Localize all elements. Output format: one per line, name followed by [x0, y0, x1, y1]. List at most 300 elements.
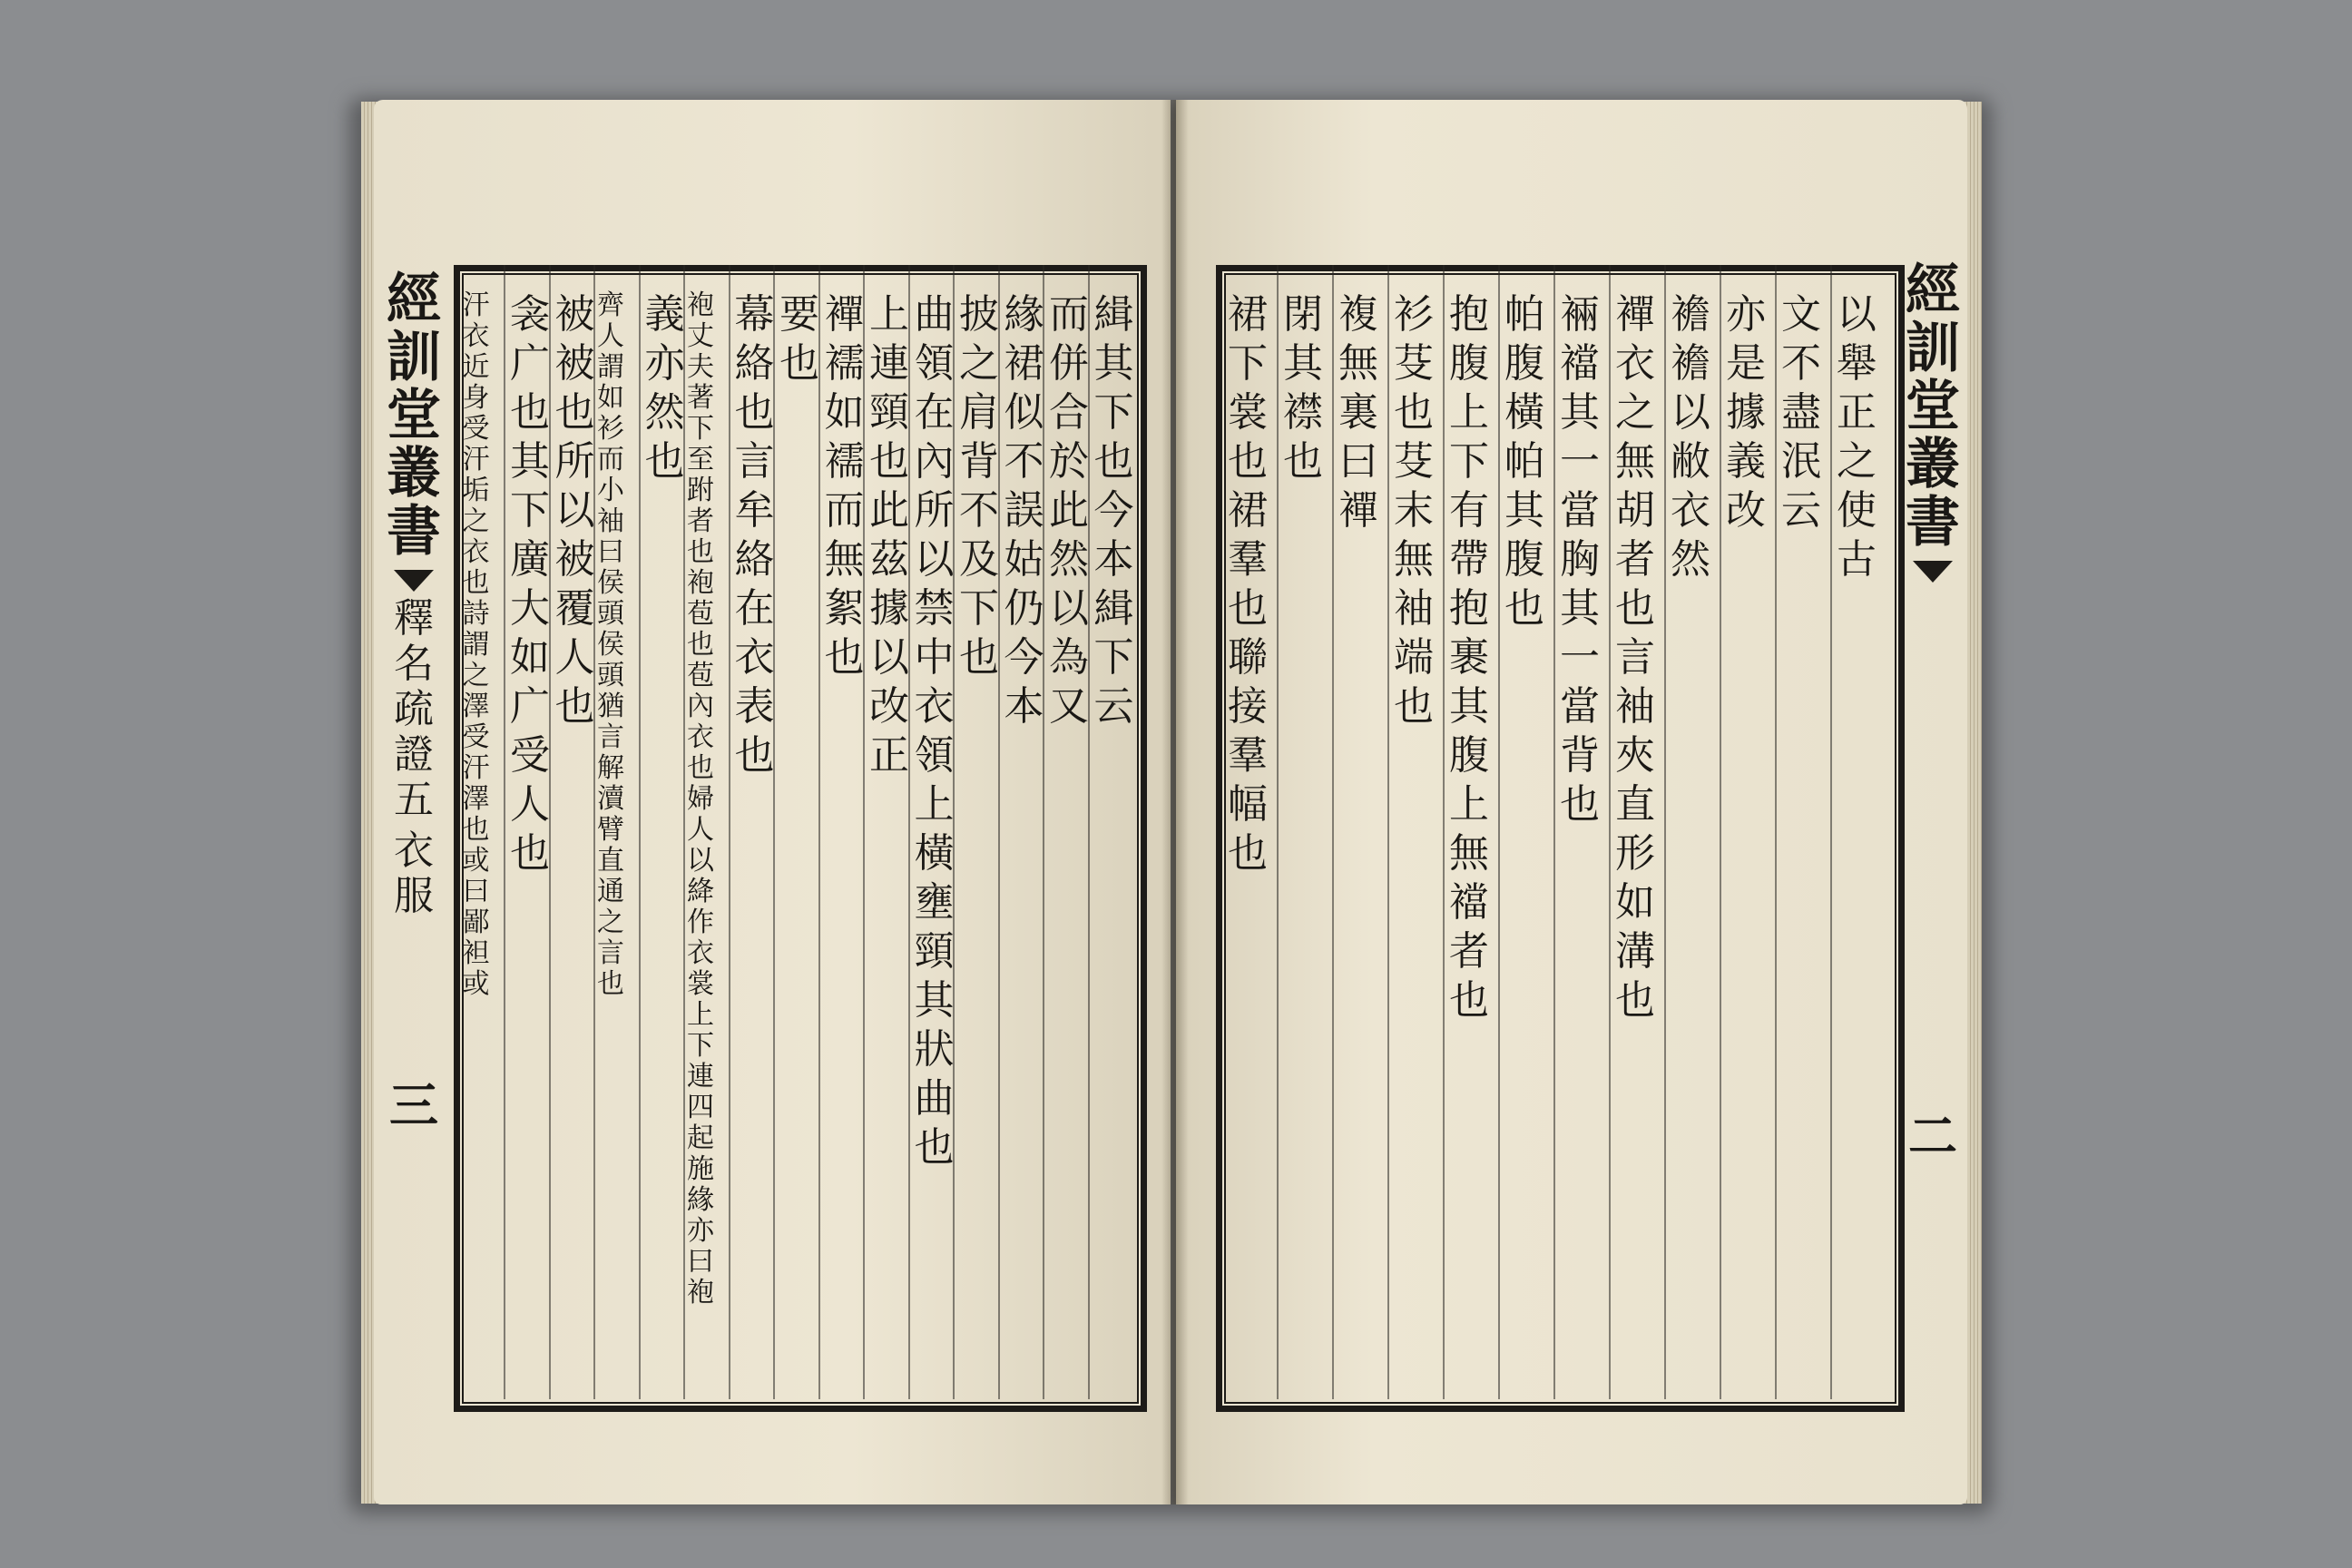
- text-char: 猶: [597, 691, 624, 722]
- text-char: 也: [734, 389, 775, 436]
- text-char: 無: [1615, 438, 1655, 485]
- text-column: [1389, 290, 1438, 731]
- text-char: 襟: [1283, 389, 1323, 436]
- text-char: 芟: [1394, 340, 1434, 387]
- text-char: 而: [824, 487, 865, 534]
- text-char: 袖: [1615, 683, 1655, 730]
- text-char: 云: [1093, 683, 1134, 730]
- text-char: 帕: [1504, 291, 1544, 338]
- text-column: [1445, 290, 1494, 1025]
- text-char: 婦: [687, 783, 714, 815]
- text-char: 亦: [644, 340, 685, 387]
- text-char: 一: [1560, 634, 1600, 681]
- text-char: 衣: [1671, 487, 1710, 534]
- text-char: 狀: [914, 1026, 955, 1073]
- text-char: 所: [554, 438, 595, 485]
- title-char: 訓: [387, 326, 441, 389]
- text-char: 橫: [914, 830, 955, 877]
- text-char: 也: [1560, 781, 1600, 828]
- text-char: 袖: [1394, 585, 1434, 632]
- column-rule: [1387, 265, 1389, 1399]
- text-char: 曰: [462, 876, 490, 907]
- text-column: [1666, 290, 1715, 584]
- text-char: 襌: [1615, 291, 1655, 338]
- text-char: 而: [1049, 291, 1089, 338]
- text-char: 及: [959, 536, 999, 583]
- text-char: 上: [687, 999, 714, 1031]
- text-char: 頭: [597, 660, 624, 691]
- text-char: 接: [1228, 683, 1268, 730]
- title-char: 經: [1906, 259, 1960, 322]
- text-char: 內: [914, 438, 955, 485]
- text-column: [865, 290, 914, 780]
- text-char: 義: [644, 291, 685, 338]
- text-char: 下: [687, 413, 714, 445]
- text-char: 牟: [734, 487, 775, 534]
- text-char: 侯: [597, 567, 624, 599]
- text-char: 帶: [1449, 536, 1489, 583]
- text-char: 人: [687, 814, 714, 846]
- text-char: 作: [687, 906, 714, 938]
- text-char: 又: [1049, 683, 1089, 730]
- text-char: 連: [687, 1061, 714, 1093]
- text-char: 也: [1228, 438, 1268, 485]
- text-char: 其: [1093, 340, 1134, 387]
- text-char: 也: [1283, 438, 1323, 485]
- text-char: 曰: [1338, 438, 1378, 485]
- text-char: 抱: [1449, 585, 1489, 632]
- text-char: 裙: [1228, 487, 1268, 534]
- text-char: 瀆: [597, 783, 624, 815]
- text-char: 以: [1049, 585, 1089, 632]
- text-char: 夾: [1615, 732, 1655, 779]
- text-char: 所: [914, 487, 955, 534]
- text-char: 壅: [914, 879, 955, 926]
- text-char: 曲: [914, 1075, 955, 1122]
- text-char: 也: [644, 438, 685, 485]
- text-char: 正: [1837, 389, 1877, 436]
- text-char: 齊: [597, 289, 624, 321]
- text-char: 腹: [1449, 340, 1489, 387]
- text-char: 也: [824, 634, 865, 681]
- text-char: 腹: [1504, 536, 1544, 583]
- text-char: 上: [914, 781, 955, 828]
- text-char: 一: [1560, 438, 1600, 485]
- right-series-title: [1906, 259, 1960, 554]
- text-column: [461, 290, 492, 1000]
- text-char: 合: [1049, 389, 1089, 436]
- text-column: [1090, 290, 1139, 731]
- text-char: 姑: [1004, 536, 1044, 583]
- text-char: 也: [1228, 585, 1268, 632]
- text-char: 緝: [1093, 585, 1134, 632]
- text-char: 直: [597, 845, 624, 877]
- text-column: [955, 290, 1004, 682]
- text-char: 閉: [1283, 291, 1323, 338]
- text-char: 正: [869, 732, 909, 779]
- column-rule: [1720, 265, 1721, 1399]
- text-char: 領: [914, 732, 955, 779]
- text-char: 上: [869, 291, 909, 338]
- text-char: 有: [1449, 487, 1489, 534]
- text-column: [1721, 290, 1770, 535]
- text-char: 受: [510, 732, 550, 779]
- text-char: 內: [687, 691, 714, 722]
- column-rule: [1443, 265, 1445, 1399]
- right-page-number: 二: [1908, 1107, 1957, 1165]
- text-char: 裙: [1004, 340, 1044, 387]
- text-char: 無: [1394, 536, 1434, 583]
- text-char: 如: [597, 382, 624, 414]
- text-char: 之: [462, 505, 490, 537]
- text-char: 以: [1837, 291, 1877, 338]
- text-char: 緣: [687, 1184, 714, 1216]
- text-column: [1000, 290, 1049, 731]
- text-char: 丈: [687, 320, 714, 352]
- title-char: 書: [1906, 491, 1960, 554]
- text-char: 誤: [1004, 487, 1044, 534]
- text-char: 受: [462, 413, 490, 445]
- text-char: 衾: [510, 291, 550, 338]
- text-char: 下: [687, 1030, 714, 1062]
- text-char: 改: [1726, 487, 1766, 534]
- text-char: 夫: [687, 351, 714, 383]
- text-char: 言: [597, 721, 624, 753]
- title-char: 衣: [394, 828, 434, 874]
- text-char: 亦: [1726, 291, 1766, 338]
- text-char: 其: [1560, 585, 1600, 632]
- text-char: 上: [1449, 389, 1489, 436]
- text-char: 广: [510, 340, 550, 387]
- text-column: [910, 290, 959, 1172]
- text-char: 頸: [869, 389, 909, 436]
- column-rule: [639, 265, 641, 1399]
- text-char: 帕: [1504, 438, 1544, 485]
- text-char: 披: [959, 291, 999, 338]
- text-char: 下: [959, 585, 999, 632]
- text-column: [820, 290, 869, 682]
- text-char: 頸: [914, 928, 955, 975]
- text-char: 以: [687, 845, 714, 877]
- text-char: 襠: [1560, 340, 1600, 387]
- text-char: 汗: [462, 289, 490, 321]
- title-char: 堂: [1906, 375, 1960, 438]
- text-char: 橫: [1504, 389, 1544, 436]
- text-char: 襦: [824, 438, 865, 485]
- text-char: 澤: [462, 691, 490, 722]
- text-char: 袖: [597, 505, 624, 537]
- column-rule: [1609, 265, 1611, 1399]
- text-char: 本: [1004, 683, 1044, 730]
- title-char: 書: [387, 500, 441, 564]
- text-char: 當: [1560, 683, 1600, 730]
- text-column: [1044, 290, 1093, 731]
- text-char: 云: [1781, 487, 1821, 534]
- column-rule: [1664, 265, 1666, 1399]
- text-column: [1334, 290, 1383, 535]
- text-char: 直: [1615, 781, 1655, 828]
- text-char: 衣: [734, 634, 775, 681]
- text-char: 無: [1338, 340, 1378, 387]
- text-char: 裳: [687, 968, 714, 1000]
- text-char: 下: [510, 487, 550, 534]
- text-char: 要: [779, 291, 819, 338]
- text-char: 也: [510, 389, 550, 436]
- left-book-title: [394, 595, 434, 826]
- text-char: 裹: [1449, 634, 1489, 681]
- text-char: 下: [1449, 438, 1489, 485]
- text-char: 抱: [1449, 291, 1489, 338]
- text-char: 也: [734, 732, 775, 779]
- text-char: 之: [462, 660, 490, 691]
- text-char: 無: [824, 536, 865, 583]
- text-char: 近: [462, 351, 490, 383]
- text-column: [1555, 290, 1604, 829]
- text-char: 謂: [462, 629, 490, 661]
- text-char: 也: [1228, 830, 1268, 877]
- text-char: 也: [779, 340, 819, 387]
- column-rule: [1332, 265, 1334, 1399]
- text-char: 其: [510, 438, 550, 485]
- text-char: 如: [510, 634, 550, 681]
- text-char: 其: [1449, 683, 1489, 730]
- text-char: 广: [510, 683, 550, 730]
- text-char: 如: [824, 389, 865, 436]
- text-char: 裏: [1338, 389, 1378, 436]
- text-char: 絡: [734, 340, 775, 387]
- text-char: 如: [1615, 879, 1655, 926]
- text-char: 者: [1449, 928, 1489, 975]
- text-column: [1279, 290, 1328, 486]
- column-rule: [1775, 265, 1777, 1399]
- text-char: 或: [462, 845, 490, 877]
- text-char: 絮: [824, 585, 865, 632]
- column-rule: [1830, 265, 1832, 1399]
- left-section-name: [394, 828, 434, 922]
- title-char: 名: [394, 641, 434, 687]
- text-char: 襌: [824, 291, 865, 338]
- title-char: 叢: [387, 442, 441, 505]
- text-char: 被: [554, 291, 595, 338]
- text-char: 下: [1093, 389, 1134, 436]
- title-char: 釋: [394, 595, 434, 642]
- text-char: 曰: [597, 536, 624, 568]
- text-char: 下: [1093, 634, 1134, 681]
- text-char: 苞: [687, 660, 714, 691]
- text-char: 之: [597, 906, 624, 938]
- text-char: 亦: [687, 1215, 714, 1247]
- text-char: 曰: [687, 1246, 714, 1278]
- text-char: 也: [554, 683, 595, 730]
- text-char: 也: [687, 536, 714, 568]
- text-char: 其: [1283, 340, 1323, 387]
- text-char: 也: [914, 1124, 955, 1171]
- text-char: 而: [597, 444, 624, 475]
- title-char: 堂: [387, 384, 441, 447]
- text-char: 端: [1394, 634, 1434, 681]
- text-char: 不: [1004, 438, 1044, 485]
- text-char: 也: [462, 814, 490, 846]
- column-rule: [504, 265, 505, 1399]
- title-char: 叢: [1906, 433, 1960, 496]
- column-rule: [1277, 265, 1279, 1399]
- text-char: 被: [554, 340, 595, 387]
- text-column: [685, 290, 716, 1308]
- text-char: 襠: [1449, 879, 1489, 926]
- fishtail-mark: [394, 570, 434, 592]
- text-char: 或: [462, 968, 490, 1000]
- column-rule: [1498, 265, 1500, 1399]
- text-char: 澤: [462, 783, 490, 815]
- text-char: 今: [1093, 487, 1134, 534]
- text-char: 也: [1615, 977, 1655, 1024]
- text-char: 不: [1781, 340, 1821, 387]
- text-char: 之: [1837, 438, 1877, 485]
- text-column: [505, 290, 554, 878]
- text-char: 其: [1504, 487, 1544, 534]
- text-char: 身: [462, 382, 490, 414]
- text-char: 鄙: [462, 906, 490, 938]
- text-char: 襜: [1671, 291, 1710, 338]
- text-char: 之: [1615, 389, 1655, 436]
- text-char: 至: [687, 444, 714, 475]
- text-char: 也: [687, 752, 714, 784]
- text-column: [1611, 290, 1660, 1025]
- text-char: 詩: [462, 598, 490, 630]
- text-char: 也: [1504, 585, 1544, 632]
- text-column: [730, 290, 779, 780]
- text-char: 併: [1049, 340, 1089, 387]
- right-margin-heading: [1896, 259, 1969, 1168]
- text-char: 本: [1093, 536, 1134, 583]
- text-char: 也: [1394, 683, 1434, 730]
- text-char: 覆: [554, 585, 595, 632]
- text-char: 也: [462, 567, 490, 599]
- text-char: 施: [687, 1153, 714, 1185]
- text-char: 衣: [1615, 340, 1655, 387]
- title-char: 服: [394, 873, 434, 919]
- text-char: 衫: [597, 413, 624, 445]
- text-char: 背: [1560, 732, 1600, 779]
- text-char: 絡: [734, 536, 775, 583]
- text-char: 盡: [1781, 389, 1821, 436]
- title-char: 疏: [394, 686, 434, 732]
- text-char: 汗: [462, 444, 490, 475]
- text-char: 言: [1615, 634, 1655, 681]
- title-char: 五: [394, 777, 434, 823]
- left-margin-heading: [374, 268, 454, 1137]
- text-char: 溝: [1615, 928, 1655, 975]
- left-page-number: 三: [389, 1076, 438, 1134]
- text-char: 之: [959, 340, 999, 387]
- text-char: 然: [1049, 536, 1089, 583]
- text-char: 也: [1449, 977, 1489, 1024]
- text-char: 也: [1394, 389, 1434, 436]
- text-char: 衫: [1394, 291, 1434, 338]
- text-char: 腹: [1504, 340, 1544, 387]
- text-char: 起: [687, 1122, 714, 1154]
- text-column: [1223, 290, 1272, 878]
- text-char: 似: [1004, 389, 1044, 436]
- title-char: 經: [387, 268, 441, 331]
- left-series-title: [387, 268, 441, 564]
- text-char: 其: [914, 977, 955, 1024]
- text-char: 上: [1449, 781, 1489, 828]
- text-column: [775, 290, 824, 388]
- text-char: 謂: [597, 351, 624, 383]
- text-char: 絳: [687, 876, 714, 907]
- column-rule: [729, 265, 730, 1399]
- text-char: 文: [1781, 291, 1821, 338]
- text-char: 胡: [1615, 487, 1655, 534]
- text-char: 者: [687, 505, 714, 537]
- text-char: 末: [1394, 487, 1434, 534]
- text-char: 也: [1615, 585, 1655, 632]
- text-char: 泯: [1781, 438, 1821, 485]
- text-char: 使: [1837, 487, 1877, 534]
- text-char: 舉: [1837, 340, 1877, 387]
- text-char: 以: [554, 487, 595, 534]
- text-char: 今: [1004, 634, 1044, 681]
- text-char: 胸: [1560, 536, 1600, 583]
- text-char: 也: [869, 438, 909, 485]
- text-char: 襦: [824, 340, 865, 387]
- text-char: 侯: [597, 629, 624, 661]
- text-char: 是: [1726, 340, 1766, 387]
- text-char: 袍: [687, 1277, 714, 1308]
- column-rule: [818, 265, 820, 1399]
- text-char: 無: [1449, 830, 1489, 877]
- text-char: 垢: [462, 475, 490, 506]
- text-column: [1500, 290, 1549, 633]
- text-char: 幕: [734, 291, 775, 338]
- text-char: 此: [869, 487, 909, 534]
- text-char: 衣: [462, 536, 490, 568]
- text-char: 羣: [1228, 536, 1268, 583]
- text-char: 連: [869, 340, 909, 387]
- text-char: 裙: [1228, 291, 1268, 338]
- text-char: 古: [1837, 536, 1877, 583]
- text-char: 汗: [462, 752, 490, 784]
- text-char: 也: [959, 634, 999, 681]
- text-char: 禁: [914, 585, 955, 632]
- text-char: 茲: [869, 536, 909, 583]
- text-char: 頭: [597, 598, 624, 630]
- title-char: 證: [394, 731, 434, 778]
- text-char: 人: [510, 781, 550, 828]
- text-char: 大: [510, 585, 550, 632]
- text-char: 當: [1560, 487, 1600, 534]
- text-char: 人: [554, 634, 595, 681]
- text-char: 裲: [1560, 291, 1600, 338]
- text-char: 芟: [1394, 438, 1434, 485]
- text-char: 以: [869, 634, 909, 681]
- column-rule: [1553, 265, 1555, 1399]
- text-char: 衣: [687, 721, 714, 753]
- text-char: 腹: [1449, 732, 1489, 779]
- text-char: 袒: [462, 937, 490, 969]
- text-char: 小: [597, 475, 624, 506]
- text-char: 衣: [914, 683, 955, 730]
- text-column: [1832, 290, 1881, 584]
- text-char: 敝: [1671, 438, 1710, 485]
- text-char: 背: [959, 438, 999, 485]
- text-char: 其: [1560, 389, 1600, 436]
- text-char: 緝: [1093, 291, 1134, 338]
- text-char: 襌: [1338, 487, 1378, 534]
- text-char: 表: [734, 683, 775, 730]
- book-gutter: [1161, 100, 1189, 1504]
